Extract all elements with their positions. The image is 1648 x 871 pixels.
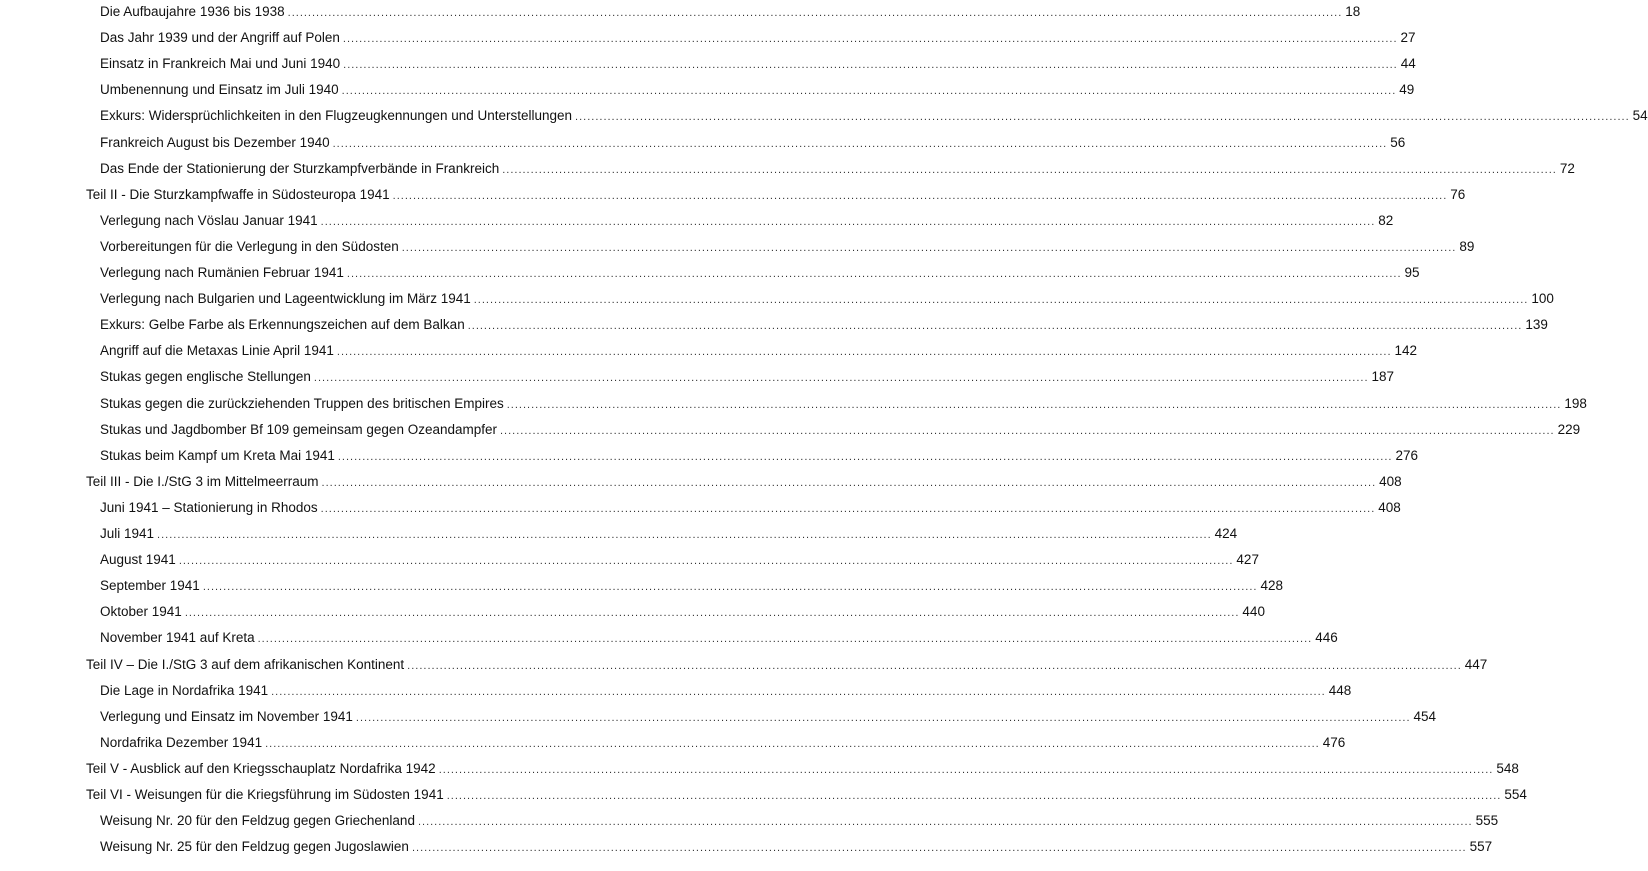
dot-leader: ....................................................................................................................................................................................................................................................................	[265, 737, 1320, 750]
toc-entry[interactable]	[100, 546, 1259, 568]
toc-entry-title: September 1941	[100, 578, 200, 594]
toc-entry[interactable]	[100, 598, 1265, 620]
dot-leader: ....................................................................................................................................................................................................................................................................	[401, 241, 1457, 254]
toc-entry-title: Umbenennung und Einsatz im Juli 1940	[100, 82, 339, 98]
toc-entry[interactable]	[100, 363, 1395, 385]
toc-entry-title: Die Aufbaujahre 1936 bis 1938	[100, 4, 285, 19]
toc-entry-page-number: 27	[1400, 30, 1416, 46]
toc-entry-title: Oktober 1941	[100, 604, 182, 620]
toc-entry-page-number: 56	[1390, 134, 1406, 150]
toc-entry-title: Stukas gegen die zurückziehenden Truppen des britischen Empires	[100, 395, 504, 411]
toc-entry-page-number: 408	[1379, 473, 1402, 489]
toc-entry-title: Juli 1941	[100, 526, 155, 541]
toc-entry-title: Nordafrika Dezember 1941	[100, 734, 263, 750]
dot-leader: ....................................................................................................................................................................................................................................................................	[355, 711, 1411, 724]
dot-leader: ....................................................................................................................................................................................................................................................................	[313, 372, 1369, 385]
dot-leader: ....................................................................................................................................................................................................................................................................	[321, 476, 1377, 489]
toc-entry[interactable]	[100, 50, 1416, 72]
toc-entry-page-number: 72	[1559, 160, 1575, 176]
toc-entry-title: Verlegung nach Vöslau Januar 1941	[100, 212, 318, 228]
toc-entry-page-number: 229	[1557, 421, 1581, 437]
toc-entry-page-number: 18	[1345, 4, 1361, 19]
toc-entry[interactable]	[100, 207, 1394, 229]
toc-entry[interactable]	[86, 651, 1488, 673]
toc-entry-page-number: 454	[1413, 708, 1437, 724]
dot-leader: ....................................................................................................................................................................................................................................................................	[446, 790, 1502, 802]
toc-entry-title: Die Lage in Nordafrika 1941	[100, 682, 269, 698]
toc-entry[interactable]	[100, 76, 1415, 98]
dot-leader: ....................................................................................................................................................................................................................................................................	[473, 294, 1529, 307]
toc-entry-page-number: 49	[1399, 82, 1415, 98]
dot-leader: ....................................................................................................................................................................................................................................................................	[392, 189, 1448, 202]
dot-leader: ....................................................................................................................................................................................................................................................................	[343, 59, 1398, 72]
toc-entry-page-number: 476	[1322, 734, 1346, 750]
toc-entry-page-number: 95	[1404, 265, 1420, 280]
toc-entry-page-number: 187	[1371, 369, 1395, 385]
toc-entry-page-number: 424	[1214, 526, 1238, 541]
toc-entry-title: Verlegung nach Rumänien Februar 1941	[100, 265, 344, 280]
dot-leader: ....................................................................................................................................................................................................................................................................	[341, 85, 1397, 98]
dot-leader: ....................................................................................................................................................................................................................................................................	[271, 685, 1326, 698]
dot-leader: ....................................................................................................................................................................................................................................................................	[500, 424, 1555, 437]
toc-entry[interactable]	[100, 311, 1548, 333]
dot-leader: ....................................................................................................................................................................................................................................................................	[342, 33, 1398, 46]
toc-entry-page-number: 82	[1378, 212, 1394, 228]
toc-entry[interactable]	[100, 0, 1361, 20]
toc-entry[interactable]	[100, 233, 1475, 255]
toc-entry[interactable]	[86, 755, 1519, 777]
dot-leader: ....................................................................................................................................................................................................................................................................	[202, 581, 1258, 594]
dot-leader: ....................................................................................................................................................................................................................................................................	[332, 137, 1388, 150]
dot-leader: ....................................................................................................................................................................................................................................................................	[184, 607, 1240, 620]
toc-entry-page-number: 198	[1564, 395, 1587, 411]
dot-leader: ....................................................................................................................................................................................................................................................................	[411, 842, 1467, 855]
toc-entry-title: Weisung Nr. 20 für den Feldzug gegen Griechenland	[100, 813, 415, 829]
toc-entry-page-number: 76	[1450, 186, 1466, 202]
toc-entry[interactable]	[100, 520, 1238, 542]
toc-entry-title: Frankreich August bis Dezember 1940	[100, 134, 330, 150]
toc-entry-page-number: 557	[1469, 839, 1493, 855]
toc-entry[interactable]	[100, 729, 1346, 751]
toc-entry[interactable]	[100, 416, 1581, 438]
toc-entry-title: Exkurs: Gelbe Farbe als Erkennungszeichen auf dem Balkan	[100, 317, 465, 333]
toc-entry[interactable]	[100, 390, 1587, 412]
dot-leader: ....................................................................................................................................................................................................................................................................	[257, 633, 1313, 646]
toc-entry-title: Verlegung nach Bulgarien und Lageentwicklung im März 1941	[100, 291, 471, 307]
toc-entry[interactable]	[100, 155, 1575, 177]
toc-entry-title: Das Jahr 1939 und der Angriff auf Polen	[100, 30, 340, 46]
toc-entry[interactable]	[100, 677, 1352, 699]
toc-entry[interactable]	[100, 624, 1338, 646]
toc-entry[interactable]	[86, 781, 1527, 803]
toc-entry-page-number: 89	[1459, 238, 1475, 254]
toc-entry-title: Angriff auf die Metaxas Linie April 1941	[100, 343, 334, 359]
toc-entry[interactable]	[86, 468, 1402, 490]
toc-entry-title: Einsatz in Frankreich Mai und Juni 1940	[100, 56, 341, 72]
toc-entry-page-number: 100	[1531, 291, 1554, 307]
toc-entry-title: Teil V - Ausblick auf den Kriegsschauplatz Nordafrika 1942	[86, 760, 436, 776]
toc-entry-page-number: 448	[1328, 682, 1352, 698]
toc-entry-title: Teil III - Die I./StG 3 im Mittelmeerraum	[86, 473, 319, 489]
toc-entry-page-number: 427	[1236, 552, 1259, 568]
dot-leader: ....................................................................................................................................................................................................................................................................	[417, 816, 1473, 829]
toc-entry-page-number: 139	[1525, 317, 1548, 333]
toc-entry-page-number: 440	[1242, 604, 1265, 620]
toc-entry[interactable]	[100, 807, 1499, 829]
dot-leader: ....................................................................................................................................................................................................................................................................	[346, 268, 1402, 280]
dot-leader: ....................................................................................................................................................................................................................................................................	[178, 555, 1234, 568]
toc-entry-title: Das Ende der Stationierung der Sturzkampfverbände in Frankreich	[100, 160, 500, 176]
toc-entry-page-number: 54	[1632, 108, 1648, 124]
toc-entry-title: Stukas und Jagdbomber Bf 109 gemeinsam gegen Ozeandampfer	[100, 421, 497, 437]
toc-entry[interactable]	[100, 833, 1493, 855]
toc-entry[interactable]	[100, 337, 1418, 359]
toc-entry[interactable]	[86, 181, 1466, 203]
toc-entry-title: Verlegung und Einsatz im November 1941	[100, 708, 353, 724]
toc-entry-page-number: 276	[1395, 447, 1418, 463]
dot-leader: ....................................................................................................................................................................................................................................................................	[502, 163, 1557, 176]
toc-entry-title: Stukas beim Kampf um Kreta Mai 1941	[100, 447, 335, 463]
toc-entry-page-number: 447	[1464, 656, 1488, 672]
toc-entry-page-number: 142	[1394, 343, 1418, 359]
toc-entry-title: Exkurs: Widersprüchlichkeiten in den Flugzeugkennungen und Unterstellungen	[100, 108, 573, 124]
toc-entry-title: Teil VI - Weisungen für die Kriegsführung im Südosten 1941	[86, 787, 444, 802]
toc-entry[interactable]	[100, 572, 1283, 594]
toc-entry[interactable]	[100, 129, 1406, 151]
toc-entry-title: August 1941	[100, 552, 176, 568]
toc-entry-title: Teil IV – Die I./StG 3 auf dem afrikanischen Kontinent	[86, 656, 405, 672]
dot-leader: ....................................................................................................................................................................................................................................................................	[287, 7, 1343, 19]
dot-leader: ....................................................................................................................................................................................................................................................................	[337, 450, 1393, 463]
dot-leader: ....................................................................................................................................................................................................................................................................	[467, 320, 1523, 333]
toc-entry[interactable]	[100, 703, 1437, 725]
toc-entry-title: Stukas gegen englische Stellungen	[100, 369, 311, 385]
toc-entry-page-number: 428	[1260, 578, 1283, 594]
toc-entry-page-number: 446	[1315, 630, 1338, 646]
toc-entry-page-number: 548	[1496, 760, 1519, 776]
dot-leader: ....................................................................................................................................................................................................................................................................	[506, 398, 1562, 411]
toc-entry-page-number: 408	[1378, 499, 1401, 515]
toc-entry-title: Teil II - Die Sturzkampfwaffe in Südosteuropa 1941	[86, 186, 390, 202]
toc-entry-page-number: 555	[1475, 813, 1499, 829]
toc-entry[interactable]	[100, 102, 1648, 124]
dot-leader: ....................................................................................................................................................................................................................................................................	[320, 502, 1376, 515]
toc-entry-page-number: 44	[1400, 56, 1416, 72]
toc-entry-title: Weisung Nr. 25 für den Feldzug gegen Jugoslawien	[100, 839, 409, 855]
toc-entry[interactable]	[100, 24, 1416, 46]
toc-entry[interactable]	[100, 494, 1401, 516]
toc-entry-title: November 1941 auf Kreta	[100, 630, 255, 646]
toc-entry-title: Vorbereitungen für die Verlegung in den Südosten	[100, 238, 399, 254]
toc-entry[interactable]	[100, 442, 1418, 464]
toc-entry[interactable]	[100, 259, 1420, 281]
dot-leader: ....................................................................................................................................................................................................................................................................	[438, 763, 1494, 776]
toc-entry-title: Juni 1941 – Stationierung in Rhodos	[100, 499, 318, 515]
dot-leader: ....................................................................................................................................................................................................................................................................	[336, 346, 1392, 359]
toc-entry-page-number: 554	[1504, 787, 1527, 802]
dot-leader: ....................................................................................................................................................................................................................................................................	[575, 111, 1630, 124]
toc-entry[interactable]	[100, 285, 1554, 307]
dot-leader: ....................................................................................................................................................................................................................................................................	[407, 659, 1462, 672]
dot-leader: ....................................................................................................................................................................................................................................................................	[320, 215, 1376, 228]
dot-leader: ....................................................................................................................................................................................................................................................................	[157, 529, 1212, 541]
